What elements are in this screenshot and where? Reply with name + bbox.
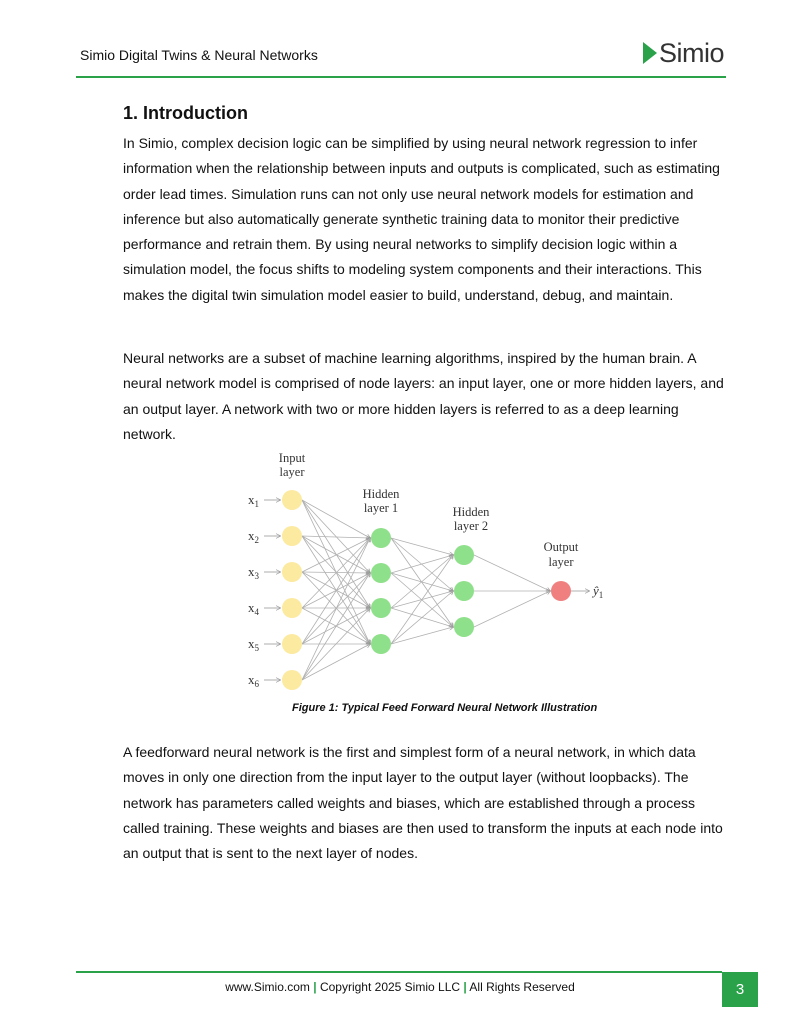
edge-hidden1-2-to-hidden2-1	[391, 555, 453, 573]
edge-input-1-to-hidden1-1	[302, 500, 370, 538]
figure-caption: Figure 1: Typical Feed Forward Neural Network Illustration	[292, 702, 598, 714]
input-variable-subscript-6: 6	[254, 679, 259, 689]
input-variable-label-6: $x_6$	[248, 672, 259, 689]
edge-hidden2-3-to-output-1	[474, 591, 550, 627]
input-variable-subscript-4: 4	[254, 607, 259, 617]
header-title: Simio Digital Twins & Neural Networks	[80, 47, 318, 63]
page-number: 3	[735, 981, 745, 998]
input-node-5	[282, 634, 302, 654]
connection-edges	[302, 500, 550, 680]
input-variable-label-1: $x_1$	[248, 492, 259, 509]
input-variable-label-2: $x_2$	[248, 528, 259, 545]
edge-input-6-to-hidden1-4	[302, 644, 370, 680]
footer-separator-2: |	[463, 980, 467, 994]
edge-input-6-to-hidden1-2	[302, 573, 370, 680]
neural-network-figure	[240, 445, 620, 695]
hidden-layer-1-label-line2: layer 1	[363, 501, 399, 515]
input-layer-label-line2: layer	[279, 465, 305, 479]
input-variable-label-4: $x_4$	[248, 600, 259, 617]
footer-line	[0, 980, 800, 994]
intro-paragraph-1: In Simio, complex decision logic can be simplified by using neural network regression to infer information when the relationship between inputs and outputs is complicated, such as estimating order lead times. Simulation runs can not only use neural network models for estimation and inference but also automatically generate synthetic training data to monitor their predictive performance and retrain them. By using neural networks to simplify decision logic within a simulation model, the focus shifts to modeling system components and their interactions. This makes the digital twin simulation model easier to build, understand, debug, and maintain.	[123, 135, 720, 303]
output-variable-subscript: 1	[598, 590, 604, 600]
input-node-4	[282, 598, 302, 618]
input-variable-labels	[248, 492, 260, 689]
io-arrows	[264, 500, 589, 680]
output-layer-label-line1: Output	[543, 540, 579, 554]
output-node-1	[551, 581, 571, 601]
hidden2-node-3	[454, 617, 474, 637]
simio-logo	[643, 38, 724, 68]
header-divider	[76, 76, 726, 78]
network-nodes	[282, 490, 571, 690]
hidden-layer-1-label-line1: Hidden	[362, 487, 400, 501]
edge-input-6-to-hidden1-1	[302, 538, 370, 680]
input-variable-subscript-2: 2	[254, 535, 259, 545]
hidden1-node-1	[371, 528, 391, 548]
hidden1-node-3	[371, 598, 391, 618]
hidden1-node-4	[371, 634, 391, 654]
output-variable-label-text: $ŷ_1$	[593, 583, 604, 600]
edge-input-3-to-hidden1-1	[302, 538, 370, 572]
footer-site: www.Simio.com	[225, 980, 310, 994]
simio-logo-text: Simio	[659, 38, 725, 68]
hidden-layer-2-label-line2: layer 2	[453, 519, 489, 533]
footer-copyright: Copyright 2025 Simio LLC	[319, 980, 461, 994]
footer-separator-1: |	[313, 980, 317, 994]
footer-rights: All Rights Reserved	[469, 980, 575, 994]
output-layer-label-line2: layer	[548, 555, 574, 569]
hidden-layer-2-label-line1: Hidden	[452, 505, 490, 519]
input-variable-label-5: $x_5$	[248, 636, 259, 653]
edge-hidden1-1-to-hidden2-3	[391, 538, 453, 627]
edge-hidden2-1-to-output-1	[474, 555, 550, 591]
edge-hidden1-1-to-hidden2-1	[391, 538, 453, 555]
edge-hidden1-4-to-hidden2-3	[391, 627, 453, 644]
input-variable-subscript-1: 1	[254, 499, 259, 509]
hidden1-node-2	[371, 563, 391, 583]
input-variable-label-3: $x_3$	[248, 564, 259, 581]
edge-hidden1-4-to-hidden2-1	[391, 555, 453, 644]
input-node-2	[282, 526, 302, 546]
section-heading: 1. Introduction	[123, 103, 248, 123]
input-node-6	[282, 670, 302, 690]
simio-logo-mark-icon	[643, 42, 657, 64]
input-layer-label-line1: Input	[278, 451, 306, 465]
neural-network-diagram	[240, 445, 620, 695]
output-variable-label	[591, 583, 603, 600]
input-variable-subscript-3: 3	[254, 571, 259, 581]
hidden2-node-2	[454, 581, 474, 601]
page-number-box	[722, 972, 758, 1007]
intro-paragraph-2: Neural networks are a subset of machine learning algorithms, inspired by the human brain. A neural network model is comprised of node layers: an input layer, one or more hidden layers, and an output layer. A network with two or more hidden layers is referred to as a deep learning network.	[123, 350, 724, 442]
input-node-1	[282, 490, 302, 510]
input-variable-subscript-5: 5	[254, 643, 259, 653]
feedforward-paragraph: A feedforward neural network is the first and simplest form of a neural network, in which data moves in only one direction from the input layer to the output layer (without loopbacks). The network has parameters called weights and biases, which are established through a process called training. These weights and biases are then used to transform the inputs at each node into an output that is sent to the next layer of nodes.	[123, 744, 723, 862]
hidden2-node-1	[454, 545, 474, 565]
footer-divider	[76, 971, 722, 973]
input-node-3	[282, 562, 302, 582]
